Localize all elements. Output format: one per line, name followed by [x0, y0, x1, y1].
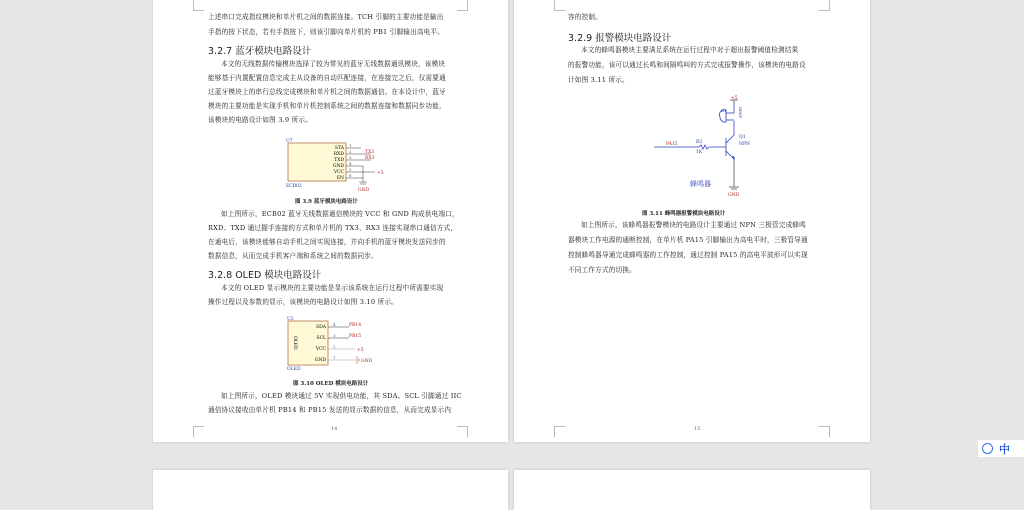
- section-heading: 3.2.9 报警模块电路设计: [568, 33, 672, 44]
- ground-label: GND: [361, 359, 373, 364]
- buzzer-circuit-figure: [654, 95, 764, 205]
- corner-mark: [193, 426, 204, 437]
- power-label: +5: [731, 96, 738, 101]
- corner-mark: [457, 0, 468, 11]
- page-15: [514, 0, 870, 442]
- pin-label: SDA: [316, 325, 326, 330]
- net-label: PA15: [666, 142, 678, 147]
- text-line: 如上图所示，该蜂鸣器报警模块的电路设计主要通过 NPN 三极管完成蜂鸣: [581, 221, 806, 229]
- pin-label: TXD: [334, 158, 344, 163]
- page-number: 14: [331, 426, 338, 432]
- text-line: 操作过程以及参数的显示，该模块的电路设计如图 3.10 所示。: [208, 298, 398, 306]
- corner-mark: [819, 426, 830, 437]
- pin-number: 1: [333, 355, 336, 360]
- text-line: 的报警功能，该可以通过长鸣和间隔鸣叫的方式完成报警操作，该模块的电路设: [568, 61, 806, 69]
- transistor-ref: Q1: [739, 135, 746, 140]
- section-heading: 3.2.8 OLED 模块电路设计: [208, 270, 322, 281]
- text-line: 在通电后，该模块能够自动手机之间实现连接，并向手机的蓝牙模块发送同步的: [208, 238, 446, 246]
- buzzer-name: BEEP: [738, 107, 743, 119]
- inner-label: OLED: [292, 336, 297, 350]
- page-number: 15: [694, 426, 701, 432]
- corner-mark: [457, 426, 468, 437]
- corner-mark: [554, 0, 565, 11]
- text-line: 器模块工作电源的通断控制，在单片机 PA15 引脚输出为高电平时，三极管导通: [568, 236, 808, 244]
- buzzer-ref: B1: [721, 108, 727, 113]
- pin-number: 6: [349, 173, 352, 178]
- net-label: PB14: [349, 323, 362, 328]
- part-name: ECB02: [286, 184, 302, 189]
- pin-label: GND: [314, 358, 326, 363]
- figure-caption: 图 3.11 蜂鸣器报警模块电路设计: [642, 211, 726, 217]
- resistor-ref: R2: [696, 140, 703, 145]
- pin-label: STA: [334, 146, 344, 151]
- part-ref: U2: [287, 317, 294, 322]
- oled-circuit-figure: [285, 316, 385, 372]
- text-line: 上述串口完成指纹模块和单片机之间的数据连接。TCH 引脚的主要功能是输出: [208, 13, 444, 21]
- text-line: 本文的无线数据传输模块选择了较为常见的蓝牙无线数据通讯模块，该模块: [221, 60, 446, 68]
- text-line: 通信协议接收由单片机 PB14 和 PB15 发送的显示数据的信息，从而完成显示内: [208, 406, 452, 414]
- pin-number: 3: [333, 333, 336, 338]
- text-line: 能够基于内置配置信息完成主从设备的自动匹配连接，在连接完之后，仅需要通: [208, 74, 446, 82]
- figure-caption: 图 3.10 OLED 模块电路设计: [293, 381, 369, 387]
- ime-logo-icon[interactable]: [982, 443, 993, 454]
- figure-caption: 图 3.9 蓝牙模块电路设计: [295, 199, 358, 205]
- pin-number: 2: [333, 344, 336, 349]
- pin-number: 3: [349, 155, 352, 160]
- transistor-type: NPN: [739, 142, 750, 147]
- pin-number: 4: [333, 322, 336, 327]
- power-label: +5: [357, 348, 364, 353]
- pin-label: VCC: [315, 347, 326, 352]
- pin-label: EN: [336, 176, 344, 181]
- text-line: 容的控制。: [568, 13, 602, 21]
- pin-label: GND: [332, 164, 344, 169]
- ground-label: GND: [728, 193, 740, 198]
- text-line: 如上图所示，OLED 模块通过 5V 实现供电功能，其 SDA、SCL 引脚通过 IIC: [221, 392, 462, 400]
- ground-label: GND: [358, 188, 370, 193]
- pin-label: SCL: [316, 336, 326, 341]
- corner-mark: [193, 0, 204, 11]
- page-16: [153, 470, 508, 510]
- pin-number: 4: [349, 161, 352, 166]
- text-line: 模块的主要功能是实现手机和单片机控制系统之间的数据连接和数据同步功能，: [208, 102, 446, 110]
- text-line: 控制蜂鸣器导通完成蜂鸣器的工作控制，通过控制 PA15 的高电平波形可以实现: [568, 251, 808, 259]
- pin-label: VCC: [333, 170, 344, 175]
- part-ref: U7: [286, 139, 293, 144]
- pin-number: 1: [349, 143, 352, 148]
- text-line: 该模块的电路设计如图 3.9 所示。: [208, 116, 312, 124]
- net-label: RX3: [365, 156, 375, 161]
- page-14: [153, 0, 508, 442]
- text-line: 手指的按下状态，若有手指按下，则该引脚向单片机的 PB1 引脚输出高电平。: [208, 28, 445, 36]
- net-label: TX3: [365, 150, 375, 155]
- bluetooth-circuit-figure: [283, 138, 393, 193]
- text-line: 本文的蜂鸣器模块主要满足系统在运行过程中对于超出报警阈值检测结果: [581, 46, 799, 54]
- net-label: PB15: [349, 334, 362, 339]
- page-17: [514, 470, 870, 510]
- text-line: 如上图所示，ECB02 蓝牙无线数据通信模块的 VCC 和 GND 构成供电端口，: [221, 210, 459, 218]
- text-line: 本文的 OLED 显示模块的主要功能是显示该系统在运行过程中所需要实现: [221, 284, 444, 292]
- power-label: +5: [377, 171, 384, 176]
- text-line: 过蓝牙模块上的串行总线完成模块和单片机之间的数据通信。在本设计中，蓝牙: [208, 88, 446, 96]
- buzzer-label: 蜂鸣器: [690, 180, 711, 188]
- corner-mark: [554, 426, 565, 437]
- resistor-value: 1K: [696, 150, 703, 155]
- pin-label: RXD: [333, 152, 344, 157]
- pin-number: 2: [349, 149, 352, 154]
- part-name: OLED: [287, 367, 301, 372]
- text-line: 数据信息，从而完成手机客户端和系统之间的数据同步。: [208, 252, 378, 260]
- text-line: RXD、TXD 通过握手连接的方式和单片机的 TX3、RX3 连接实现串口通信方式，: [208, 224, 458, 232]
- text-line: 计如图 3.11 所示。: [568, 76, 629, 84]
- text-line: 不同工作方式的切换。: [568, 266, 636, 274]
- language-toggle[interactable]: 中: [999, 442, 1010, 456]
- pin-number: 5: [349, 167, 352, 172]
- section-heading: 3.2.7 蓝牙模块电路设计: [208, 46, 312, 57]
- corner-mark: [819, 0, 830, 11]
- input-toolbar[interactable]: [978, 440, 1024, 457]
